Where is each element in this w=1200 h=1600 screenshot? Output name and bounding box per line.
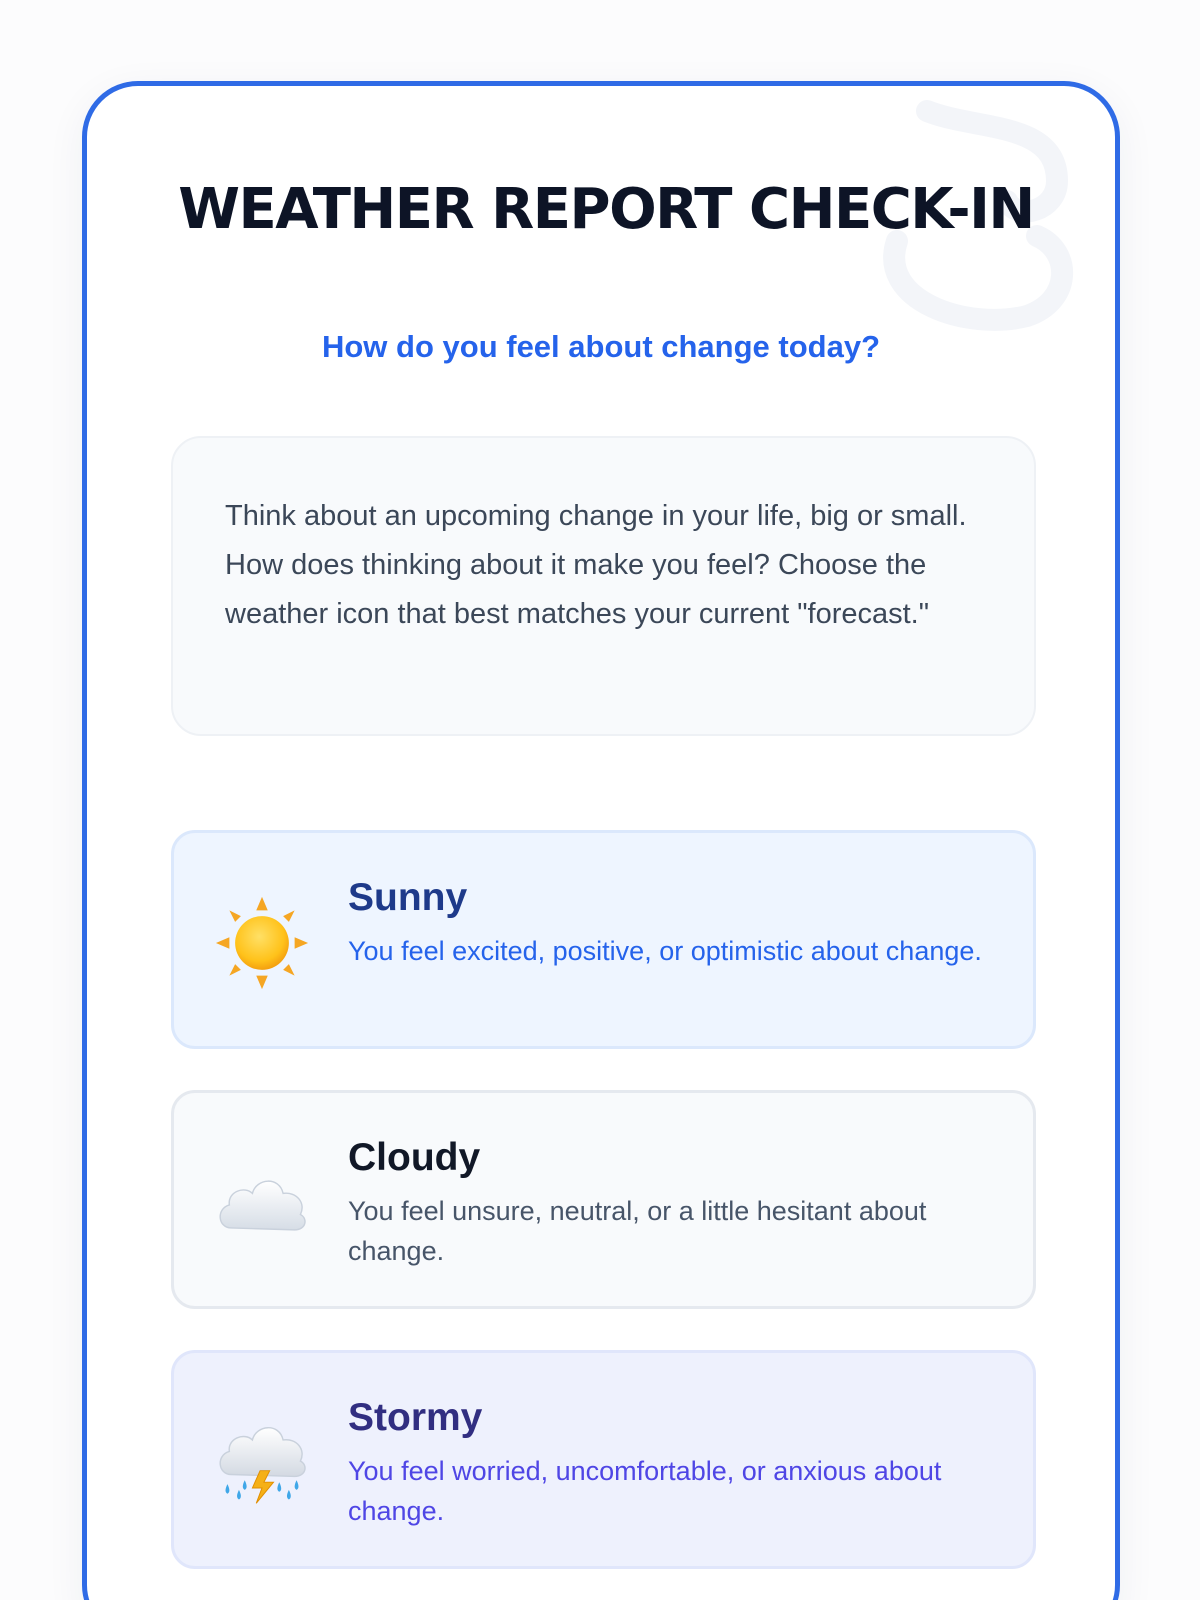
- option-sunny[interactable]: [171, 830, 1036, 1049]
- sun-icon: [214, 895, 310, 991]
- option-stormy[interactable]: [171, 1350, 1036, 1569]
- option-description: You feel excited, positive, or optimistic about change.: [348, 936, 982, 966]
- storm-cloud-icon: [214, 1415, 310, 1511]
- option-description: You feel unsure, neutral, or a little hesitant about change.: [348, 1196, 927, 1266]
- option-description: You feel worried, uncomfortable, or anxious about change.: [348, 1456, 942, 1526]
- instructions-text: Think about an upcoming change in your life, big or small. How does thinking about it make you feel? Choose the weather icon that best matches your current "forecast.": [225, 500, 967, 630]
- option-name: Stormy: [348, 1396, 483, 1439]
- option-name: Sunny: [348, 876, 468, 919]
- cloud-icon: [214, 1155, 310, 1251]
- instructions-panel: [171, 436, 1036, 736]
- option-cloudy[interactable]: [171, 1090, 1036, 1309]
- page-subtitle: How do you feel about change today?: [321, 329, 881, 364]
- option-name: Cloudy: [348, 1136, 481, 1179]
- page-title: WEATHER REPORT CHECK-IN: [178, 177, 1034, 242]
- check-in-card: [82, 81, 1120, 1600]
